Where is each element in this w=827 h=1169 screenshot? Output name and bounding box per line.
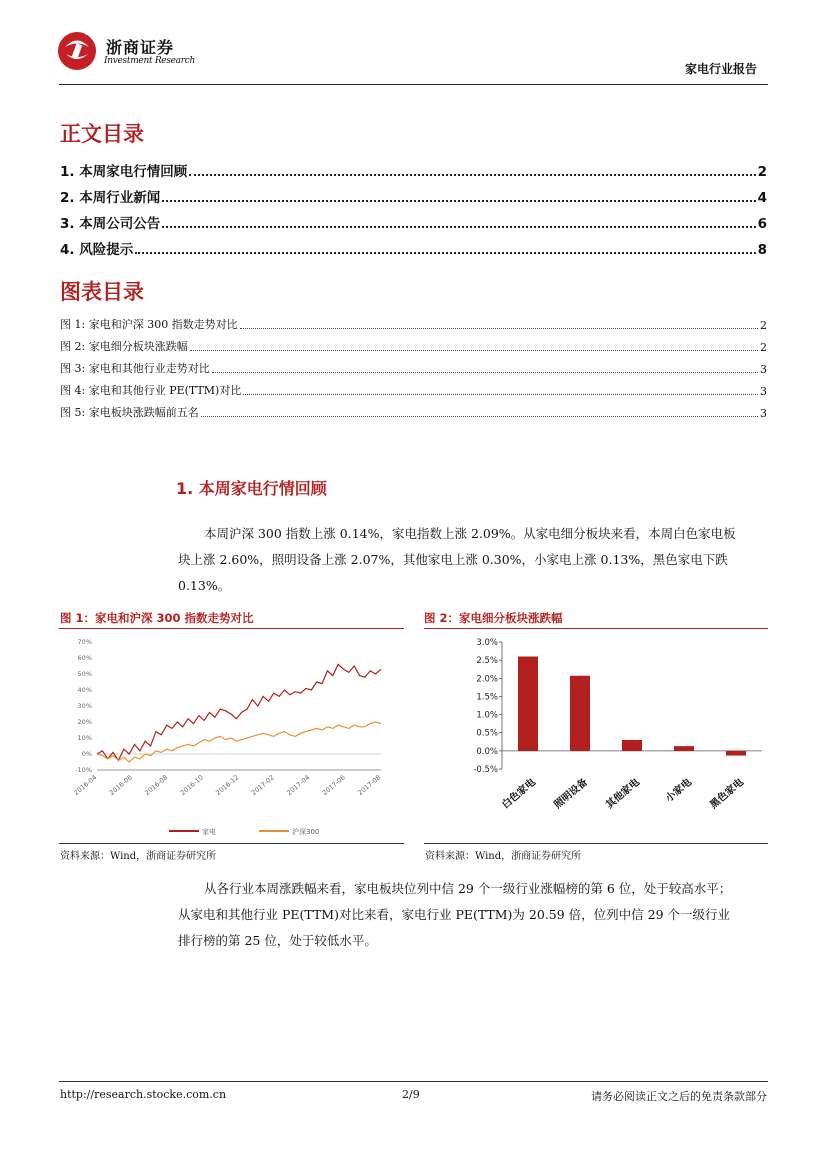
y-tick-label: 30% xyxy=(77,702,92,710)
fig-toc-item-4[interactable] xyxy=(60,380,767,398)
toc-title: 正文目录 xyxy=(60,122,144,146)
toc-item-label: 3. 本周公司公告 xyxy=(60,216,161,232)
toc-item-page: 6 xyxy=(757,216,767,232)
bar xyxy=(726,751,746,756)
company-name-en: Investment Research xyxy=(104,56,195,66)
legend-label: 家电 xyxy=(202,828,216,836)
fig-toc-page: 3 xyxy=(760,407,767,420)
toc-leader xyxy=(135,252,755,254)
x-tick-label: 白色家电 xyxy=(500,776,538,812)
fig-toc-leader xyxy=(212,372,758,373)
y-tick-label: 50% xyxy=(77,670,92,678)
toc-item-label: 2. 本周行业新闻 xyxy=(60,190,161,206)
figure2-caption: 图 2：家电细分板块涨跌幅 xyxy=(424,611,563,625)
company-name: 浙商证券 xyxy=(106,38,175,57)
y-tick-label: 0% xyxy=(81,750,92,758)
x-tick-label: 2016-06 xyxy=(107,773,134,797)
fig-toc-page: 3 xyxy=(760,385,767,398)
fig-toc-label: 图 1: 家电和沪深 300 指数走势对比 xyxy=(60,318,238,331)
y-tick-label: 3.0% xyxy=(476,638,498,648)
toc-item-3[interactable] xyxy=(60,212,767,232)
x-tick-label: 2017-04 xyxy=(285,773,312,797)
bar xyxy=(518,657,538,751)
fig-toc-page: 3 xyxy=(760,363,767,376)
bar-chart xyxy=(424,632,768,842)
series-line xyxy=(97,664,381,760)
y-tick-label: 20% xyxy=(77,718,92,726)
fig-toc-label: 图 5: 家电板块涨跌幅前五名 xyxy=(60,406,199,419)
toc-item-4[interactable] xyxy=(60,238,767,258)
toc-item-2[interactable] xyxy=(60,186,767,206)
fig-toc-page: 2 xyxy=(760,319,767,332)
report-type: 家电行业报告 xyxy=(684,62,757,76)
x-tick-label: 2017-08 xyxy=(356,773,383,797)
paragraph-2: 从各行业本周涨跌幅来看，家电板块位列中信 29 个一级行业涨幅榜的第 6 位，处于较高水平；从家电和其他行业 PE(TTM)对比来看，家电行业 PE(TTM)为 20.59 倍，位列中信 29 个一级行业排行榜的第 25 位，处于较低水平。 xyxy=(178,881,732,948)
fig-toc-leader xyxy=(240,328,758,329)
y-tick-label: 70% xyxy=(77,638,92,646)
figure2-caption-rule xyxy=(424,628,768,629)
figure1-source: 资料来源：Wind，浙商证券研究所 xyxy=(60,851,217,862)
x-tick-label: 其他家电 xyxy=(604,776,642,812)
y-tick-label: 0.5% xyxy=(476,728,498,739)
x-tick-label: 小家电 xyxy=(663,776,694,805)
figure2-source: 资料来源：Wind，浙商证券研究所 xyxy=(425,851,582,862)
footer-url[interactable]: http://research.stocke.com.cn xyxy=(60,1088,227,1101)
figure1-caption: 图 1：家电和沪深 300 指数走势对比 xyxy=(60,611,254,625)
toc-item-page: 4 xyxy=(757,190,767,206)
toc-item-label: 4. 风险提示 xyxy=(60,242,134,258)
figure2-source-rule xyxy=(424,843,768,844)
toc-leader xyxy=(162,226,755,228)
fig-toc-page: 2 xyxy=(760,341,767,354)
y-tick-label: 2.0% xyxy=(476,674,498,685)
fig-toc-leader xyxy=(190,350,758,351)
fig-toc-item-3[interactable] xyxy=(60,358,767,376)
fig-toc-label: 图 2: 家电细分板块涨跌幅 xyxy=(60,340,188,353)
x-tick-label: 照明设备 xyxy=(552,776,590,812)
y-tick-label: -0.5% xyxy=(473,765,498,775)
y-tick-label: 10% xyxy=(77,734,92,742)
paragraph-1: 本周沪深 300 指数上涨 0.14%，家电指数上涨 2.09%。从家电细分板块来看，本周白色家电板块上涨 2.60%，照明设备上涨 2.07%，其他家电上涨 0.30%，小家电上涨 0.13%，黑色家电下跌 0.13%。 xyxy=(178,526,736,593)
x-tick-label: 2017-06 xyxy=(320,773,347,797)
bar xyxy=(674,746,694,751)
x-tick-label: 2016-08 xyxy=(143,773,170,797)
legend-label: 沪深300 xyxy=(292,828,320,836)
fig-toc-label: 图 4: 家电和其他行业 PE(TTM)对比 xyxy=(60,384,242,397)
page-number: 2/9 xyxy=(402,1088,420,1101)
y-tick-label: 1.0% xyxy=(476,710,498,721)
toc-item-page: 8 xyxy=(757,242,767,258)
fig-toc-title: 图表目录 xyxy=(60,280,144,304)
x-tick-label: 2017-02 xyxy=(249,773,276,797)
fig-toc-label: 图 3: 家电和其他行业走势对比 xyxy=(60,362,210,375)
fig-toc-item-1[interactable] xyxy=(60,314,767,332)
bar xyxy=(570,676,590,751)
y-tick-label: 1.5% xyxy=(476,692,498,703)
toc-leader xyxy=(189,174,755,176)
x-tick-label: 2016-04 xyxy=(72,773,99,797)
y-tick-label: -10% xyxy=(75,766,92,774)
fig-toc-item-5[interactable] xyxy=(60,402,767,420)
toc-item-1[interactable] xyxy=(60,160,767,180)
y-tick-label: 0.0% xyxy=(476,746,498,757)
y-tick-label: 2.5% xyxy=(476,656,498,667)
toc-leader xyxy=(162,200,755,202)
footer-divider xyxy=(59,1081,768,1082)
y-tick-label: 40% xyxy=(77,686,92,694)
logo xyxy=(56,30,98,72)
series-line xyxy=(97,722,381,762)
fig-toc-leader xyxy=(201,416,758,417)
header-divider xyxy=(59,84,768,85)
x-tick-label: 黑色家电 xyxy=(708,776,746,812)
x-tick-label: 2016-12 xyxy=(214,773,241,797)
y-tick-label: 60% xyxy=(77,654,92,662)
toc-item-label: 1. 本周家电行情回顾 xyxy=(60,164,188,180)
fig-toc-item-2[interactable] xyxy=(60,336,767,354)
figure1-source-rule xyxy=(59,843,404,844)
bar xyxy=(622,740,642,751)
fig-toc-leader xyxy=(243,394,758,395)
section-heading: 1. 本周家电行情回顾 xyxy=(176,479,327,498)
figure1-caption-rule xyxy=(59,628,404,629)
toc-item-page: 2 xyxy=(757,164,767,180)
line-chart xyxy=(59,632,404,842)
x-tick-label: 2016-10 xyxy=(178,773,205,797)
footer-disclaimer: 请务必阅读正文之后的免责条款部分 xyxy=(591,1090,767,1103)
